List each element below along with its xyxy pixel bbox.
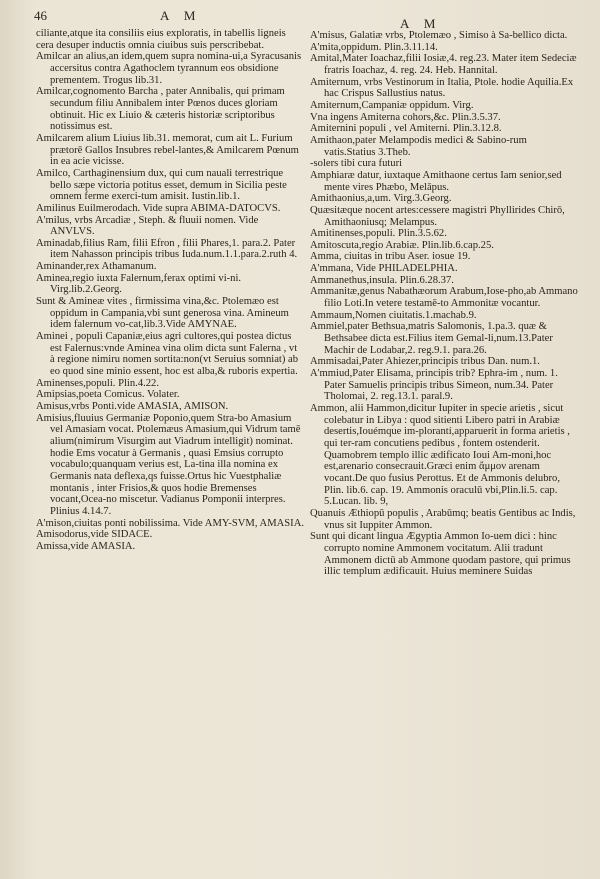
entry: Amilcarem alium Liuius lib.31. memorat, cum ait L. Furium prætorē Gallos Insubres rebel-lantes,& Amilcarem Pœnum in ea acie vicisse.	[36, 132, 299, 168]
entry: Aminei , populi Capaniæ,eius agri cultores,qui postea dictus est Falernus:vnde Aminea vina olim dicta sunt Falerna , vt à regione nimiru nomen sortita:non(vt Seruius somniat) ab eo quod sine minio essent, hoc est alba,& ruboris expertia.	[36, 331, 299, 378]
entry: Ammaum,Nomen ciuitatis.1.machab.9.	[310, 309, 477, 321]
entry: Amital,Mater Ioachaz,filii Iosiæ,4. reg.23. Mater item Sedeciæ fratris Ioachaz, 4. reg. 24. Heb. Hannital.	[310, 53, 577, 76]
left-column	[36, 28, 304, 553]
entry: -solers tibi cura futuri	[310, 158, 403, 170]
entry: Vna ingens Amiterna cohors,&c. Plin.3.5.37.	[310, 111, 501, 123]
entry: Amisius,fluuius Germaniæ Poponio,quem Stra-bo Amasium vel Amasiam vocat. Ptolemæus Amasium,qui Vidrum tamē alium(nimirum Visurgim aut Viadrum intelligit) nominat. hodie Ems vocatur à Germanis , quasi Emsius corrupto vocabulo;quanquam verius est, La-tina illa nomina ex Germanis nata deflexa,qs fuisse.Ortus hic Vuestphaliæ montanis , inter Frisios,& quos hodie Bremenses vocant,Ocea-no miscetur. Vadianus Pomponii interpres. Plinius 4.14.7.	[36, 412, 301, 517]
entry: Amiternum, vrbs Vestinorum in Italia, Ptole. hodie Aquilia.Ex hac Crispus Sallustius natus.	[310, 76, 574, 100]
entry: Amissa,vide AMASIA.	[36, 540, 136, 552]
entry: Quæsitæque nocent artes:cessere magistri Phyllirides Chirō, Amithaoniusq; Melampus.	[310, 204, 565, 228]
entry: Amphiaræ datur, iuxtaque Amithaone certus Iam senior,sed mente vires Phæbo, Melāpus.	[310, 169, 562, 193]
entry: Amilinus Euilmerodach. Vide supra ABIMA-DATOCVS.	[36, 202, 281, 214]
entry: Sunt & Amineæ vites , firmissima vina,&c. Ptolemæo est oppidum in Campania,vbi sunt generosa vina. Amineum idem falernum vo-cat,lib.3.Vide AMYNAE.	[36, 296, 289, 331]
entry: Sunt qui dicant lingua Ægyptia Ammon Io-uem dici : hinc corrupto nomine Ammonem vocitatum. Alii tradunt Ammonem dictū ab Ammone quodam pastore, qui primus illic templum ædificauit. Huius meminere Suidas	[310, 531, 571, 578]
entry: Aminenses,populi. Plin.4.22.	[36, 377, 160, 389]
entry: Amilcar,cognomento Barcha , pater Annibalis, qui primam secundum filiu Annibalem inter Pœnos duces gloriam obtinuit. Hic ex Liuio & cæteris historiæ scriptoribus notissimus est.	[36, 86, 285, 133]
entry: Amithaon,pater Melampodis medici & Sabino-rum vatis.Statius 3.Theb.	[310, 134, 527, 158]
right-column	[310, 30, 580, 578]
entry: Amiternini populi , vel Amiterni. Plin.3.12.8.	[310, 123, 502, 135]
left-running-head: A M	[160, 8, 202, 23]
entry: ciliante,atque ita consiliis eius exploratis, in tabellis ligneis cera desuper inductis omnia ciuibus suis perscribebat.	[36, 28, 286, 51]
entry: A'mison,ciuitas ponti nobilissima. Vide AMY-SVM, AMASIA.	[36, 517, 304, 529]
entry: Quanuis Æthiopū populis , Arabūmq; beatis Gentibus ac Indis, vnus sit Iuppiter Ammon.	[310, 507, 576, 531]
entry: Amiternum,Campaniæ oppidum. Virg.	[310, 99, 474, 111]
entry: A'mmiud,Pater Elisama, principis trib? Ephra-im , num. 1. Pater Samuelis principis tribus Simeon, num.34. Pater Tholomai, 2. reg.13.1. paral.9.	[310, 368, 558, 403]
entry: Amithaonius,a,um. Virg.3.Georg.	[310, 193, 452, 205]
entry: Ammanitæ,genus Nabathæorum Arabum,Iose-pho,ab Ammano filio Loti.In vetere testamē-to Ammonitæ vocantur.	[310, 286, 578, 310]
entry: Amisodorus,vide SIDACE.	[36, 529, 153, 541]
entry: Amitinenses,populi. Plin.3.5.62.	[310, 228, 447, 240]
entry: Amma, ciuitas in tribu Aser. iosue 19.	[310, 251, 471, 263]
entry: A'milus, vrbs Arcadiæ , Steph. & fluuii nomen. Vide ANVLVS.	[36, 214, 259, 238]
page-header	[0, 8, 600, 31]
entry: Amipsias,poeta Comicus. Volater.	[36, 389, 180, 401]
entry: Aminander,rex Athamanum.	[36, 261, 157, 273]
entry: Aminadab,filius Ram, filii Efron , filii Phares,1. para.2. Pater item Nahasson principis tribus Iuda.num.1.1.para.2.ruth 4.	[36, 237, 298, 261]
right-running-head: A M	[400, 16, 442, 31]
entry: Ammiel,pater Bethsua,matris Salomonis, 1.pa.3. quæ & Bethsabee dicta est.Filius item Gemal-li,num.13.Pater Machir de Lodabar,2. reg.9.1. para.26.	[310, 321, 553, 356]
entry: Amitoscuta,regio Arabiæ. Plin.lib.6.cap.25.	[310, 239, 494, 251]
entry: Amilco, Carthaginensium dux, qui cum nauali terrestrique bello sæpe victoria potitus esset, demum in Sicilia peste omnem ferme exerci-tum amisit. Iustin.lib.1.	[36, 167, 287, 203]
entry: Ammanethus,insula. Plin.6.28.37.	[310, 274, 454, 286]
entry: Aminea,regio iuxta Falernum,ferax optimi vi-ni. Virg.lib.2.Georg.	[36, 272, 242, 296]
entry: A'misus, Galatiæ vrbs, Ptolemæo , Simiso à Sa-bellico dicta.	[310, 30, 568, 41]
entry: Ammisadai,Pater Ahiezer,principis tribus Dan. num.1.	[310, 356, 540, 368]
page-number: 46	[34, 8, 47, 23]
entry: Amilcar an alius,an idem,quem supra nomina-ui,a Syracusanis accersitus contra Agathoclem tyrannum eos obsidione prementem. Trogus lib.31.	[36, 51, 302, 86]
entry: Ammon, alii Hammon,dicitur Iupiter in specie arietis , sicut colebatur in Libya : quod sitienti Libero patri in Arabiæ desertis,Iouémque im-plorantí,apparuerit in forma arietis , qui ter-ram concutiens pedibus , fontem ostenderit. Quamobrem templo illic ædificato Ioui Am-moni,hoc est,arenario consecrauit.Græci enim ἄμμον arenam vocant.De quo fusius Perottus. Et de Ammonis delubro, Plin. lib.6. cap. 19. Ammonis oraculū vbi,Plin.li.5. cap. 5.Lucan. lib. 9,	[310, 403, 570, 508]
entry: A'mita,oppidum. Plin.3.11.14.	[310, 41, 438, 53]
entry: A'mmana, Vide PHILADELPHIA.	[310, 263, 458, 275]
entry: Amisus,vrbs Ponti.vide AMASIA, AMISON.	[36, 401, 229, 412]
